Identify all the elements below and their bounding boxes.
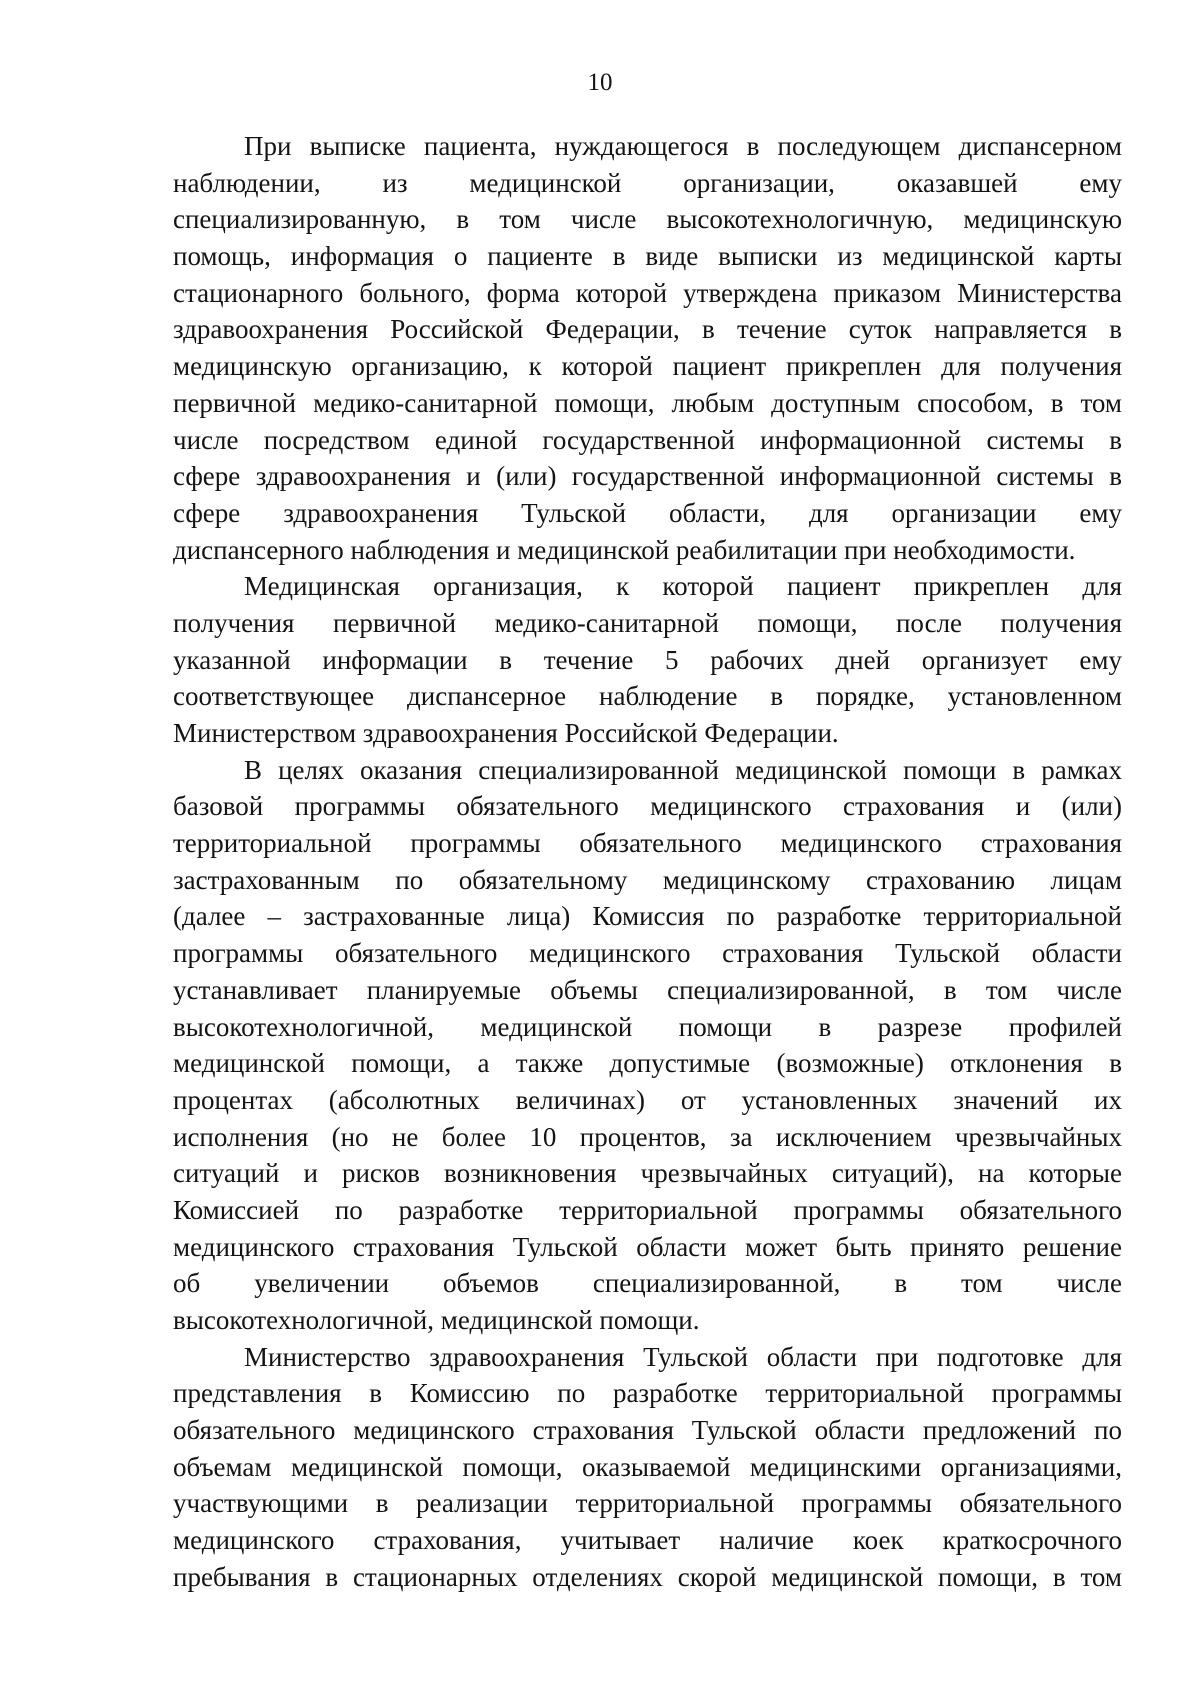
text-line: объемам медицинской помощи, оказываемой медицинскими организациями, [173, 1451, 1122, 1482]
text-line: здравоохранения Российской Федерации, в течение суток направляется в [173, 314, 1122, 345]
paragraph-dispensary-observation [173, 568, 1122, 751]
text-line: медицинского страхования, учитывает наличие коек краткосрочного [173, 1525, 1122, 1556]
text-line: ситуаций и рисков возникновения чрезвычайных ситуаций), на которые [173, 1158, 1122, 1189]
text-line: соответствующее диспансерное наблюдение в порядке, установленном [173, 681, 1122, 712]
text-line: участвующими в реализации территориальной программы обязательного [173, 1488, 1122, 1519]
text-line: специализированную, в том числе высокотехнологичную, медицинскую [173, 204, 1122, 235]
text-line: сфере здравоохранения и (или) государственной информационной системы в [173, 461, 1122, 492]
text-line: медицинскую организацию, к которой пациент прикреплен для получения [173, 351, 1122, 382]
text-line: программы обязательного медицинского страхования Тульской области [173, 938, 1122, 969]
paragraph-ministry-proposals [173, 1339, 1122, 1596]
text-line: обязательного медицинского страхования Тульской области предложений по [173, 1415, 1122, 1446]
text-line: наблюдении, из медицинской организации, оказавшей ему [173, 167, 1122, 198]
text-line: числе посредством единой государственной информационной системы в [173, 424, 1122, 455]
text-line: Медицинская организация, к которой пациент прикреплен для [244, 571, 1122, 602]
document-body [173, 128, 1122, 1596]
text-line: устанавливает планируемые объемы специализированной, в том числе [173, 974, 1122, 1005]
text-line: представления в Комиссию по разработке территориальной программы [173, 1378, 1122, 1409]
text-line: Министерство здравоохранения Тульской области при подготовке для [244, 1341, 1122, 1372]
text-line: стационарного больного, форма которой утверждена приказом Министерства [173, 277, 1122, 308]
text-line: территориальной программы обязательного медицинского страхования [173, 828, 1122, 859]
paragraph-discharge-info [173, 128, 1122, 568]
text-line: медицинской помощи, а также допустимые (возможные) отклонения в [173, 1048, 1122, 1079]
text-line: медицинского страхования Тульской области может быть принято решение [173, 1231, 1122, 1262]
text-line: пребывания в стационарных отделениях скорой медицинской помощи, в том [173, 1561, 1122, 1592]
text-line: В целях оказания специализированной медицинской помощи в рамках [244, 754, 1122, 785]
text-line: застрахованным по обязательному медицинскому страхованию лицам [173, 864, 1122, 895]
text-line: диспансерного наблюдения и медицинской реабилитации при необходимости. [173, 534, 1076, 565]
text-line: получения первичной медико-санитарной помощи, после получения [173, 607, 1122, 638]
text-line: базовой программы обязательного медицинского страхования и (или) [173, 791, 1122, 822]
text-line: указанной информации в течение 5 рабочих дней организует ему [173, 644, 1122, 675]
text-line: высокотехнологичной, медицинской помощи в разрезе профилей [173, 1011, 1122, 1042]
page-number: 10 [587, 69, 613, 96]
text-line: сфере здравоохранения Тульской области, для организации ему [173, 497, 1122, 528]
text-line: При выписке пациента, нуждающегося в последующем диспансерном [244, 131, 1122, 161]
text-line: Комиссией по разработке территориальной программы обязательного [173, 1194, 1122, 1225]
text-line: об увеличении объемов специализированной, в том числе [173, 1268, 1122, 1299]
text-line: (далее – застрахованные лица) Комиссия по разработке территориальной [173, 901, 1122, 932]
text-line: Министерством здравоохранения Российской Федерации. [173, 718, 839, 748]
text-line: процентах (абсолютных величинах) от установленных значений их [173, 1084, 1122, 1115]
text-line: помощь, информация о пациенте в виде выписки из медицинской карты [173, 241, 1122, 272]
text-line: исполнения (но не более 10 процентов, за исключением чрезвычайных [173, 1121, 1122, 1152]
paragraph-planned-volumes [173, 752, 1122, 1339]
text-line: первичной медико-санитарной помощи, любым доступным способом, в том [173, 387, 1122, 418]
text-line: высокотехнологичной, медицинской помощи. [173, 1305, 700, 1335]
